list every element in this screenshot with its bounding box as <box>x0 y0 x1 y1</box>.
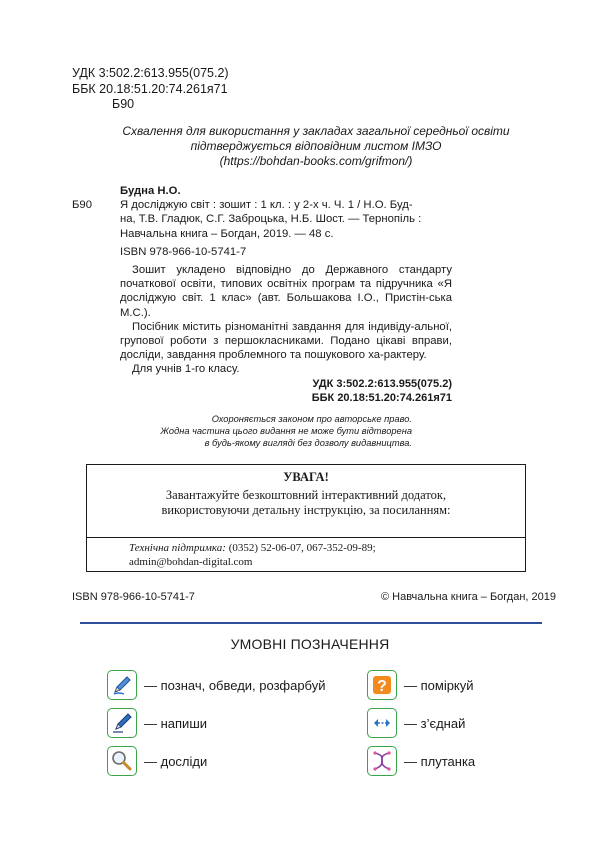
bib-line: Я досліджую світ : зошит : 1 кл. : у 2-х ч. Ч. 1 / Н.О. Буд- <box>120 199 413 212</box>
legend-item <box>367 746 475 776</box>
marker-pencil-icon <box>107 670 137 700</box>
udk-code: УДК 3:502.2:613.955(075.2) <box>72 66 229 80</box>
legend-label: — познач, обведи, розфарбуй <box>144 677 326 693</box>
copyright-line: Жодна частина цього видання не може бути відтворена <box>160 426 412 436</box>
legend-label: — з’єднай <box>404 715 466 731</box>
author-code: Б90 <box>112 97 135 111</box>
legend-item <box>107 708 207 738</box>
copyright-note <box>160 413 412 449</box>
approval-line: Схвалення для використання у закладах загальної середньої освіти <box>122 124 510 138</box>
svg-text:?: ? <box>377 678 387 695</box>
legend-item <box>107 746 207 776</box>
bib-udk: УДК 3:502.2:613.955(075.2) <box>312 377 452 390</box>
legend-label: — напиши <box>144 715 208 731</box>
approval-link[interactable]: (https://bohdan-books.com/grifmon/) <box>219 154 413 168</box>
legend-title: УМОВНІ ПОЗНАЧЕННЯ <box>230 636 390 652</box>
legend-item <box>107 670 325 700</box>
bib-annotation: Посібник містить різноманітні завдання для індивіду-альної, групової роботи з першокласниками. Подано цікаві вправи, досліди, завдання проблемного та пошукового ха-рактеру. <box>120 320 452 362</box>
copyright-line: в будь-якому вигляді без дозволу видавництва. <box>204 438 412 448</box>
approval-statement <box>96 124 536 169</box>
approval-line: підтверджується відповідним листом ІМЗО <box>190 139 442 153</box>
support-email[interactable]: admin@bohdan-digital.com <box>129 556 253 568</box>
legend-label: — досліди <box>144 753 208 769</box>
pen-write-icon <box>107 708 137 738</box>
footer-copyright: © Навчальна книга – Богдан, 2019 <box>380 591 556 603</box>
footer-isbn: ISBN 978-966-10-5741-7 <box>72 591 195 603</box>
question-mark-icon <box>367 670 397 700</box>
legend-label: — поміркуй <box>404 677 474 693</box>
section-divider <box>80 622 542 624</box>
bib-audience: Для учнів 1-го класу. <box>132 363 240 376</box>
bib-isbn: ISBN 978-966-10-5741-7 <box>120 245 247 258</box>
legend-item <box>367 670 474 700</box>
classification-block <box>72 66 229 113</box>
bbk-code: ББК 20.18:51.20:74.261я71 <box>72 81 228 96</box>
bib-annotation: Зошит укладено відповідно до Державного стандарту початкової освіти, типових освітніх програм та підручника «Я досліджую світ. 1 клас» (авт. Большакова І.О., Пристін-ська М.С.). <box>120 264 452 319</box>
legend-item <box>367 708 465 738</box>
bib-bbk: ББК 20.18:51.20:74.261я71 <box>311 391 452 404</box>
notice-title: УВАГА! <box>283 470 329 484</box>
connect-arrows-icon <box>367 708 397 738</box>
legend-label: — плутанка <box>404 753 476 769</box>
tech-support <box>129 541 376 569</box>
bib-author: Будна Н.О. <box>120 185 181 197</box>
bibliographic-record <box>72 184 452 405</box>
tangle-icon <box>367 746 397 776</box>
support-phones: (0352) 52-06-07, 067-352-09-89; <box>225 542 376 554</box>
notice-line: використовуючи детальну інструкцію, за посиланням: <box>161 503 451 517</box>
support-label: Технічна підтримка: <box>129 542 226 554</box>
notice-box <box>86 464 526 572</box>
notice-line: Завантажуйте безкоштовний інтерактивний додаток, <box>165 488 447 502</box>
bib-line: на, Т.В. Гладюк, С.Г. Заброцька, Н.Б. Шост. — Тернопіль : <box>120 213 422 226</box>
bib-line: Навчальна книга – Богдан, 2019. — 48 с. <box>120 227 334 240</box>
notice-divider <box>87 537 525 538</box>
bib-code: Б90 <box>72 199 92 212</box>
magnifier-icon <box>107 746 137 776</box>
copyright-line: Охороняється законом про авторське право. <box>211 414 412 424</box>
